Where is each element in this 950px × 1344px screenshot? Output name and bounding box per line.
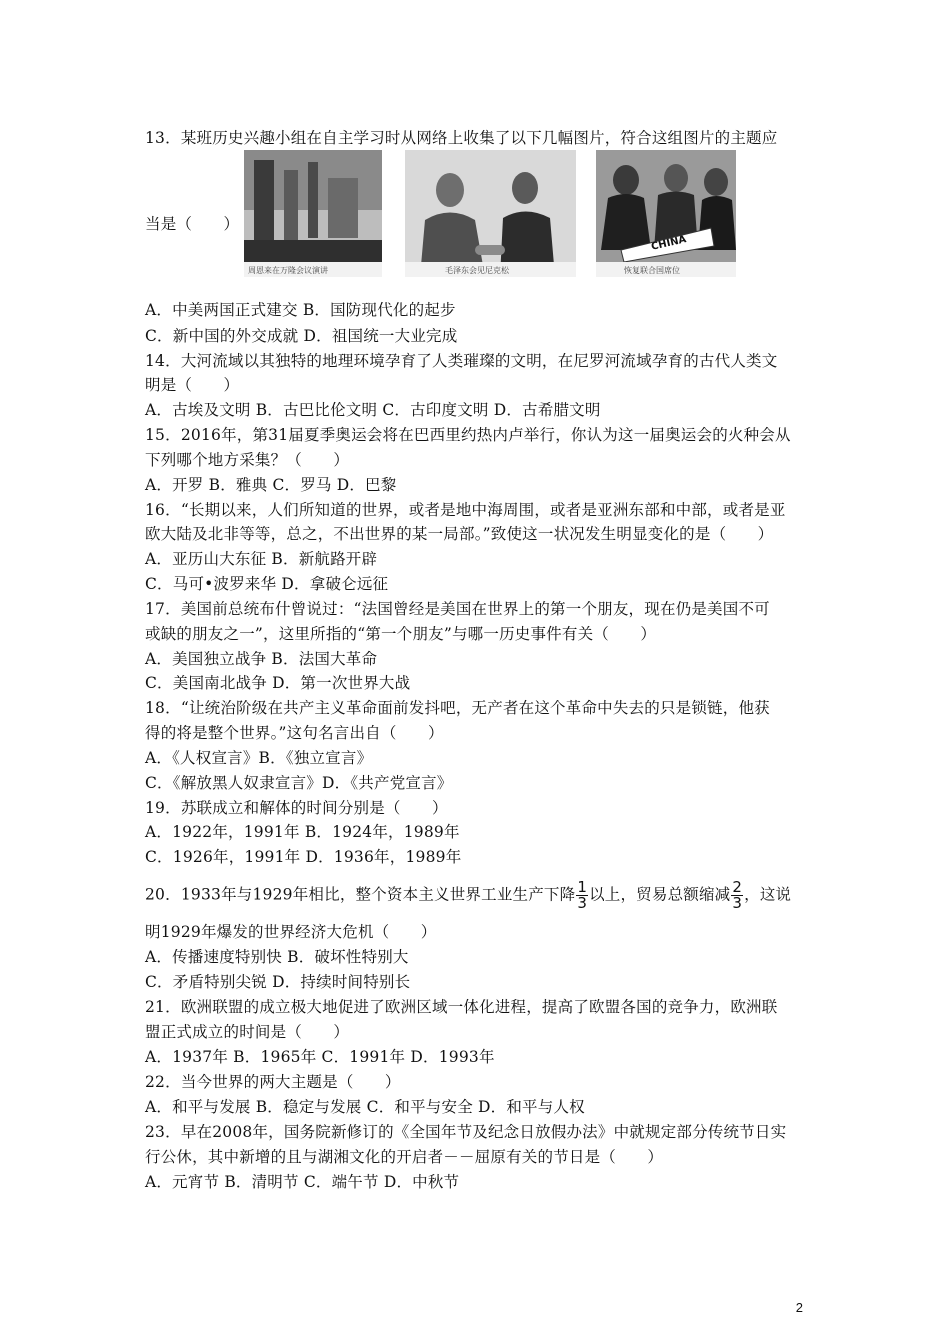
q20-options1: A．传播速度特别快 B．破坏性特别大 <box>145 948 409 966</box>
q19-options2: C．1926年，1991年 D．1936年，1989年 <box>145 848 462 866</box>
q13-options2: C．新中国的外交成就 D．祖国统一大业完成 <box>145 327 458 345</box>
q21-line1: 21．欧洲联盟的成立极大地促进了欧洲区域一体化进程，提高了欧盟各国的竞争力，欧洲联 <box>145 998 778 1016</box>
q23-line1: 23．早在2008年，国务院新修订的《全国年节及纪念日放假办法》中就规定部分传统节日实 <box>145 1123 787 1141</box>
q20-text-b: 以上，贸易总额缩减 <box>589 885 731 904</box>
q21-line2: 盟正式成立的时间是（ ） <box>145 1023 350 1041</box>
photo3-caption: 恢复联合国席位 <box>624 266 680 275</box>
q13-options1: A．中美两国正式建交 B．国防现代化的起步 <box>145 301 456 319</box>
photo-zhou-enlai-bandung <box>244 150 382 277</box>
photo-mao-nixon <box>405 150 576 277</box>
q23-options1: A．元宵节 B．清明节 C．端午节 D．中秋节 <box>145 1173 460 1191</box>
frac2-numerator: 2 <box>732 878 743 896</box>
q22-options1: A．和平与发展 B．稳定与发展 C．和平与安全 D．和平与人权 <box>145 1098 585 1116</box>
q16-line2: 欧大陆及北非等等，总之，不出世界的某一局部。”致使这一状况发生明显变化的是（ ） <box>145 525 774 543</box>
q23-line2: 行公休，其中新增的且与湖湘文化的开启者－－屈原有关的节日是（ ） <box>145 1148 664 1166</box>
photo1-caption: 周恩来在万隆会议演讲 <box>248 266 328 275</box>
q19-options1: A．1922年，1991年 B．1924年，1989年 <box>145 823 460 841</box>
q20-text-c: ，这说 <box>744 885 792 904</box>
q17-line2: 或缺的朋友之一”，这里所指的“第一个朋友”与哪一历史事件有关（ ） <box>145 625 657 643</box>
q18-line1: 18．“让统治阶级在共产主义革命面前发抖吧，无产者在这个革命中失去的只是锁链，他获 <box>145 699 770 717</box>
q18-line2: 得的将是整个世界。”这句名言出自（ ） <box>145 724 444 742</box>
q20-options2: C．矛盾特别尖锐 D．持续时间特别长 <box>145 973 411 991</box>
q18-options2: C．《解放黑人奴隶宣言》D．《共产党宣言》 <box>145 774 453 792</box>
q20-text-a: 20．1933年与1929年相比，整个资本主义世界工业生产下降 <box>145 885 576 904</box>
fraction-two-thirds <box>731 880 743 911</box>
photo-un-seat <box>596 150 736 277</box>
frac1-numerator: 1 <box>577 878 588 896</box>
photo3-sign: CHINA <box>650 234 688 253</box>
q21-options1: A．1937年 B．1965年 C．1991年 D．1993年 <box>145 1048 495 1066</box>
photo2-caption: 毛泽东会见尼克松 <box>445 266 509 275</box>
q20-line2: 明1929年爆发的世界经济大危机（ ） <box>145 923 437 941</box>
q16-options1: A．亚历山大东征 B．新航路开辟 <box>145 550 378 568</box>
q13-line2: 当是（ ） <box>145 215 240 233</box>
q14-line1: 14．大河流域以其独特的地理环境孕育了人类璀璨的文明，在尼罗河流域孕育的古代人类文 <box>145 352 778 370</box>
page-number: 2 <box>795 1300 803 1315</box>
q14-line2: 明是（ ） <box>145 376 240 394</box>
q14-options1: A．古埃及文明 B．古巴比伦文明 C．古印度文明 D．古希腊文明 <box>145 401 601 419</box>
q22-line1: 22．当今世界的两大主题是（ ） <box>145 1073 401 1091</box>
frac1-denominator: 3 <box>577 894 588 912</box>
q16-line1: 16．“长期以来，人们所知道的世界，或者是地中海周围，或者是亚洲东部和中部，或者是亚 <box>145 501 786 519</box>
q17-options1: A．美国独立战争 B．法国大革命 <box>145 650 378 668</box>
q16-options2: C．马可•波罗来华 D．拿破仑远征 <box>145 575 389 593</box>
q20-line1 <box>145 880 791 911</box>
fraction-one-third <box>576 880 588 911</box>
q15-line2: 下列哪个地方采集？（ ） <box>145 451 350 469</box>
q17-line1: 17．美国前总统布什曾说过：“法国曾经是美国在世界上的第一个朋友，现在仍是美国不可 <box>145 600 770 618</box>
q17-options2: C．美国南北战争 D．第一次世界大战 <box>145 674 411 692</box>
q19-line1: 19．苏联成立和解体的时间分别是（ ） <box>145 799 448 817</box>
q15-options1: A．开罗 B．雅典 C．罗马 D．巴黎 <box>145 476 397 494</box>
q15-line1: 15．2016年，第31届夏季奥运会将在巴西里约热内卢举行，你认为这一届奥运会的火种会从 <box>145 426 791 444</box>
frac2-denominator: 3 <box>732 894 743 912</box>
q13-line1: 13．某班历史兴趣小组在自主学习时从网络上收集了以下几幅图片，符合这组图片的主题应 <box>145 129 778 147</box>
q18-options1: A．《人权宣言》B．《独立宣言》 <box>145 749 373 767</box>
